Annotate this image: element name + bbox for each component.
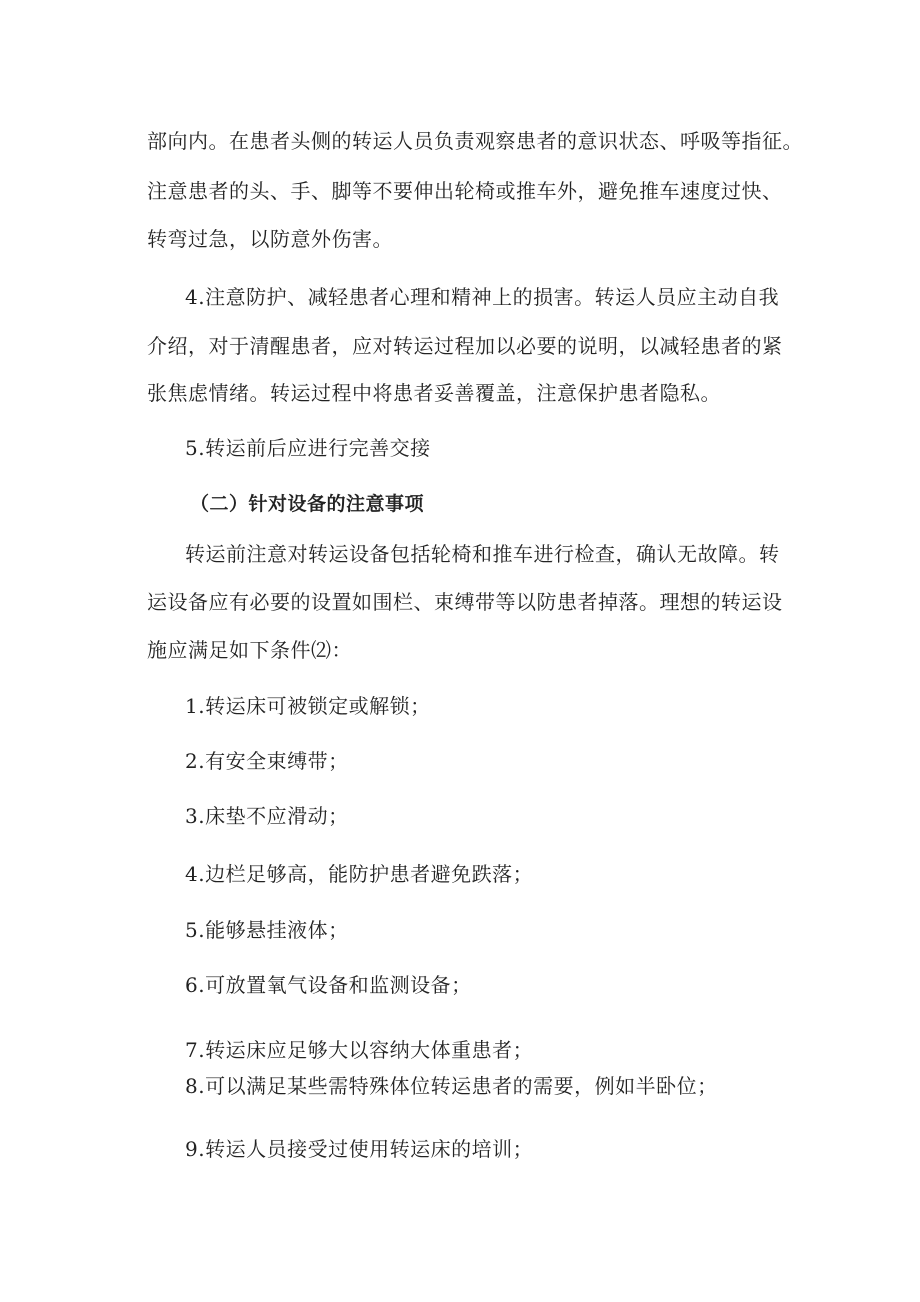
list-item: 5.转运前后应进行完善交接 [185, 436, 431, 460]
paragraph-line: 介绍，对于清醒患者，应对转运过程加以必要的说明，以减轻患者的紧 [147, 334, 783, 358]
section-heading: （二）针对设备的注意事项 [190, 493, 425, 515]
list-item: 4.边栏足够高，能防护患者避免跌落； [185, 862, 534, 886]
list-item: 5.能够悬挂液体； [185, 918, 349, 942]
paragraph-line: 转运前注意对转运设备包括轮椅和推车进行检查，确认无故障。转 [185, 542, 780, 566]
paragraph-line: 张焦虑情绪。转运过程中将患者妥善覆盖，注意保护患者隐私。 [147, 381, 721, 405]
paragraph-line: 转弯过急，以防意外伤害。 [147, 227, 393, 251]
list-item: 2.有安全束缚带； [185, 749, 349, 773]
paragraph-line: 部向内。在患者头侧的转运人员负责观察患者的意识状态、呼吸等指征。 [147, 129, 803, 153]
list-item: 8.可以满足某些需特殊体位转运患者的需要，例如半卧位； [185, 1074, 718, 1098]
list-item: 7.转运床应足够大以容纳大体重患者； [185, 1038, 534, 1062]
paragraph-line: 注意患者的头、手、脚等不要伸出轮椅或推车外，避免推车速度过快、 [147, 179, 783, 203]
list-item: 9.转运人员接受过使用转运床的培训； [185, 1137, 534, 1161]
list-item: 3.床垫不应滑动； [185, 804, 349, 828]
paragraph-line: 施应满足如下条件⑵： [147, 638, 352, 662]
list-item: 1.转运床可被锁定或解锁； [185, 694, 431, 718]
list-item: 6.可放置氧气设备和监测设备； [185, 973, 472, 997]
list-item: 4.注意防护、减轻患者心理和精神上的损害。转运人员应主动自我 [185, 285, 780, 309]
paragraph-line: 运设备应有必要的设置如围栏、束缚带等以防患者掉落。理想的转运设 [147, 590, 783, 614]
